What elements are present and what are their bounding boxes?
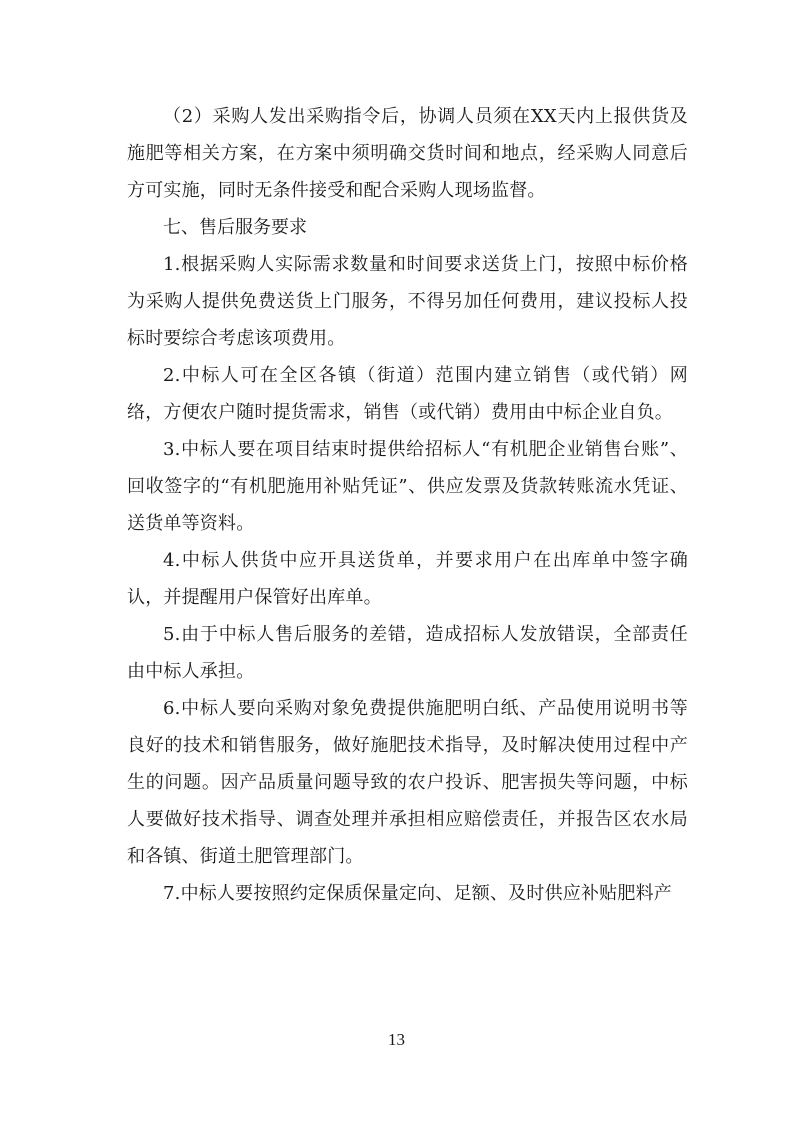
paragraph-item-5: 5.由于中标人售后服务的差错，造成招标人发放错误，全部责任由中标人承担。 bbox=[127, 624, 688, 682]
page-number: 13 bbox=[388, 1030, 405, 1049]
paragraph-item-6: 6.中标人要向采购对象免费提供施肥明白纸、产品使用说明书等良好的技术和销售服务，做好施肥技术指导，及时解决使用过程中产生的问题。因产品质量问题导致的农户投诉、肥害损失等问题，中标人要做好技术指导、调查处理并承担相应赔偿责任，并报告区农水局和各镇、街道土肥管理部门。 bbox=[127, 698, 688, 867]
paragraph-item-2: 2.中标人可在全区各镇（街道）范围内建立销售（或代销）网络，方便农户随时提货需求，销售（或代销）费用由中标企业自负。 bbox=[127, 365, 688, 423]
paragraph-item-7: 7.中标人要按照约定保质保量定向、足额、及时供应补贴肥料产 bbox=[163, 883, 672, 904]
paragraph-item-3: 3.中标人要在项目结束时提供给招标人“有机肥企业销售台账”、回收签字的“有机肥施用补贴凭证”、供应发票及货款转账流水凭证、送货单等资料。 bbox=[127, 439, 688, 534]
paragraph-item-1: 1.根据采购人实际需求数量和时间要求送货上门，按照中标价格为采购人提供免费送货上门服务，不得另加任何费用，建议投标人投标时要综合考虑该项费用。 bbox=[127, 254, 688, 349]
paragraph-item-4: 4.中标人供货中应开具送货单，并要求用户在出库单中签字确认，并提醒用户保管好出库单。 bbox=[127, 550, 688, 608]
paragraph-procurement-plan: （2）采购人发出采购指令后，协调人员须在XX天内上报供货及施肥等相关方案，在方案中须明确交货时间和地点，经采购人同意后方可实施，同时无条件接受和配合采购人现场监督。 bbox=[127, 106, 688, 201]
section-heading-after-sales: 七、售后服务要求 bbox=[163, 217, 307, 238]
document-body bbox=[127, 98, 688, 912]
